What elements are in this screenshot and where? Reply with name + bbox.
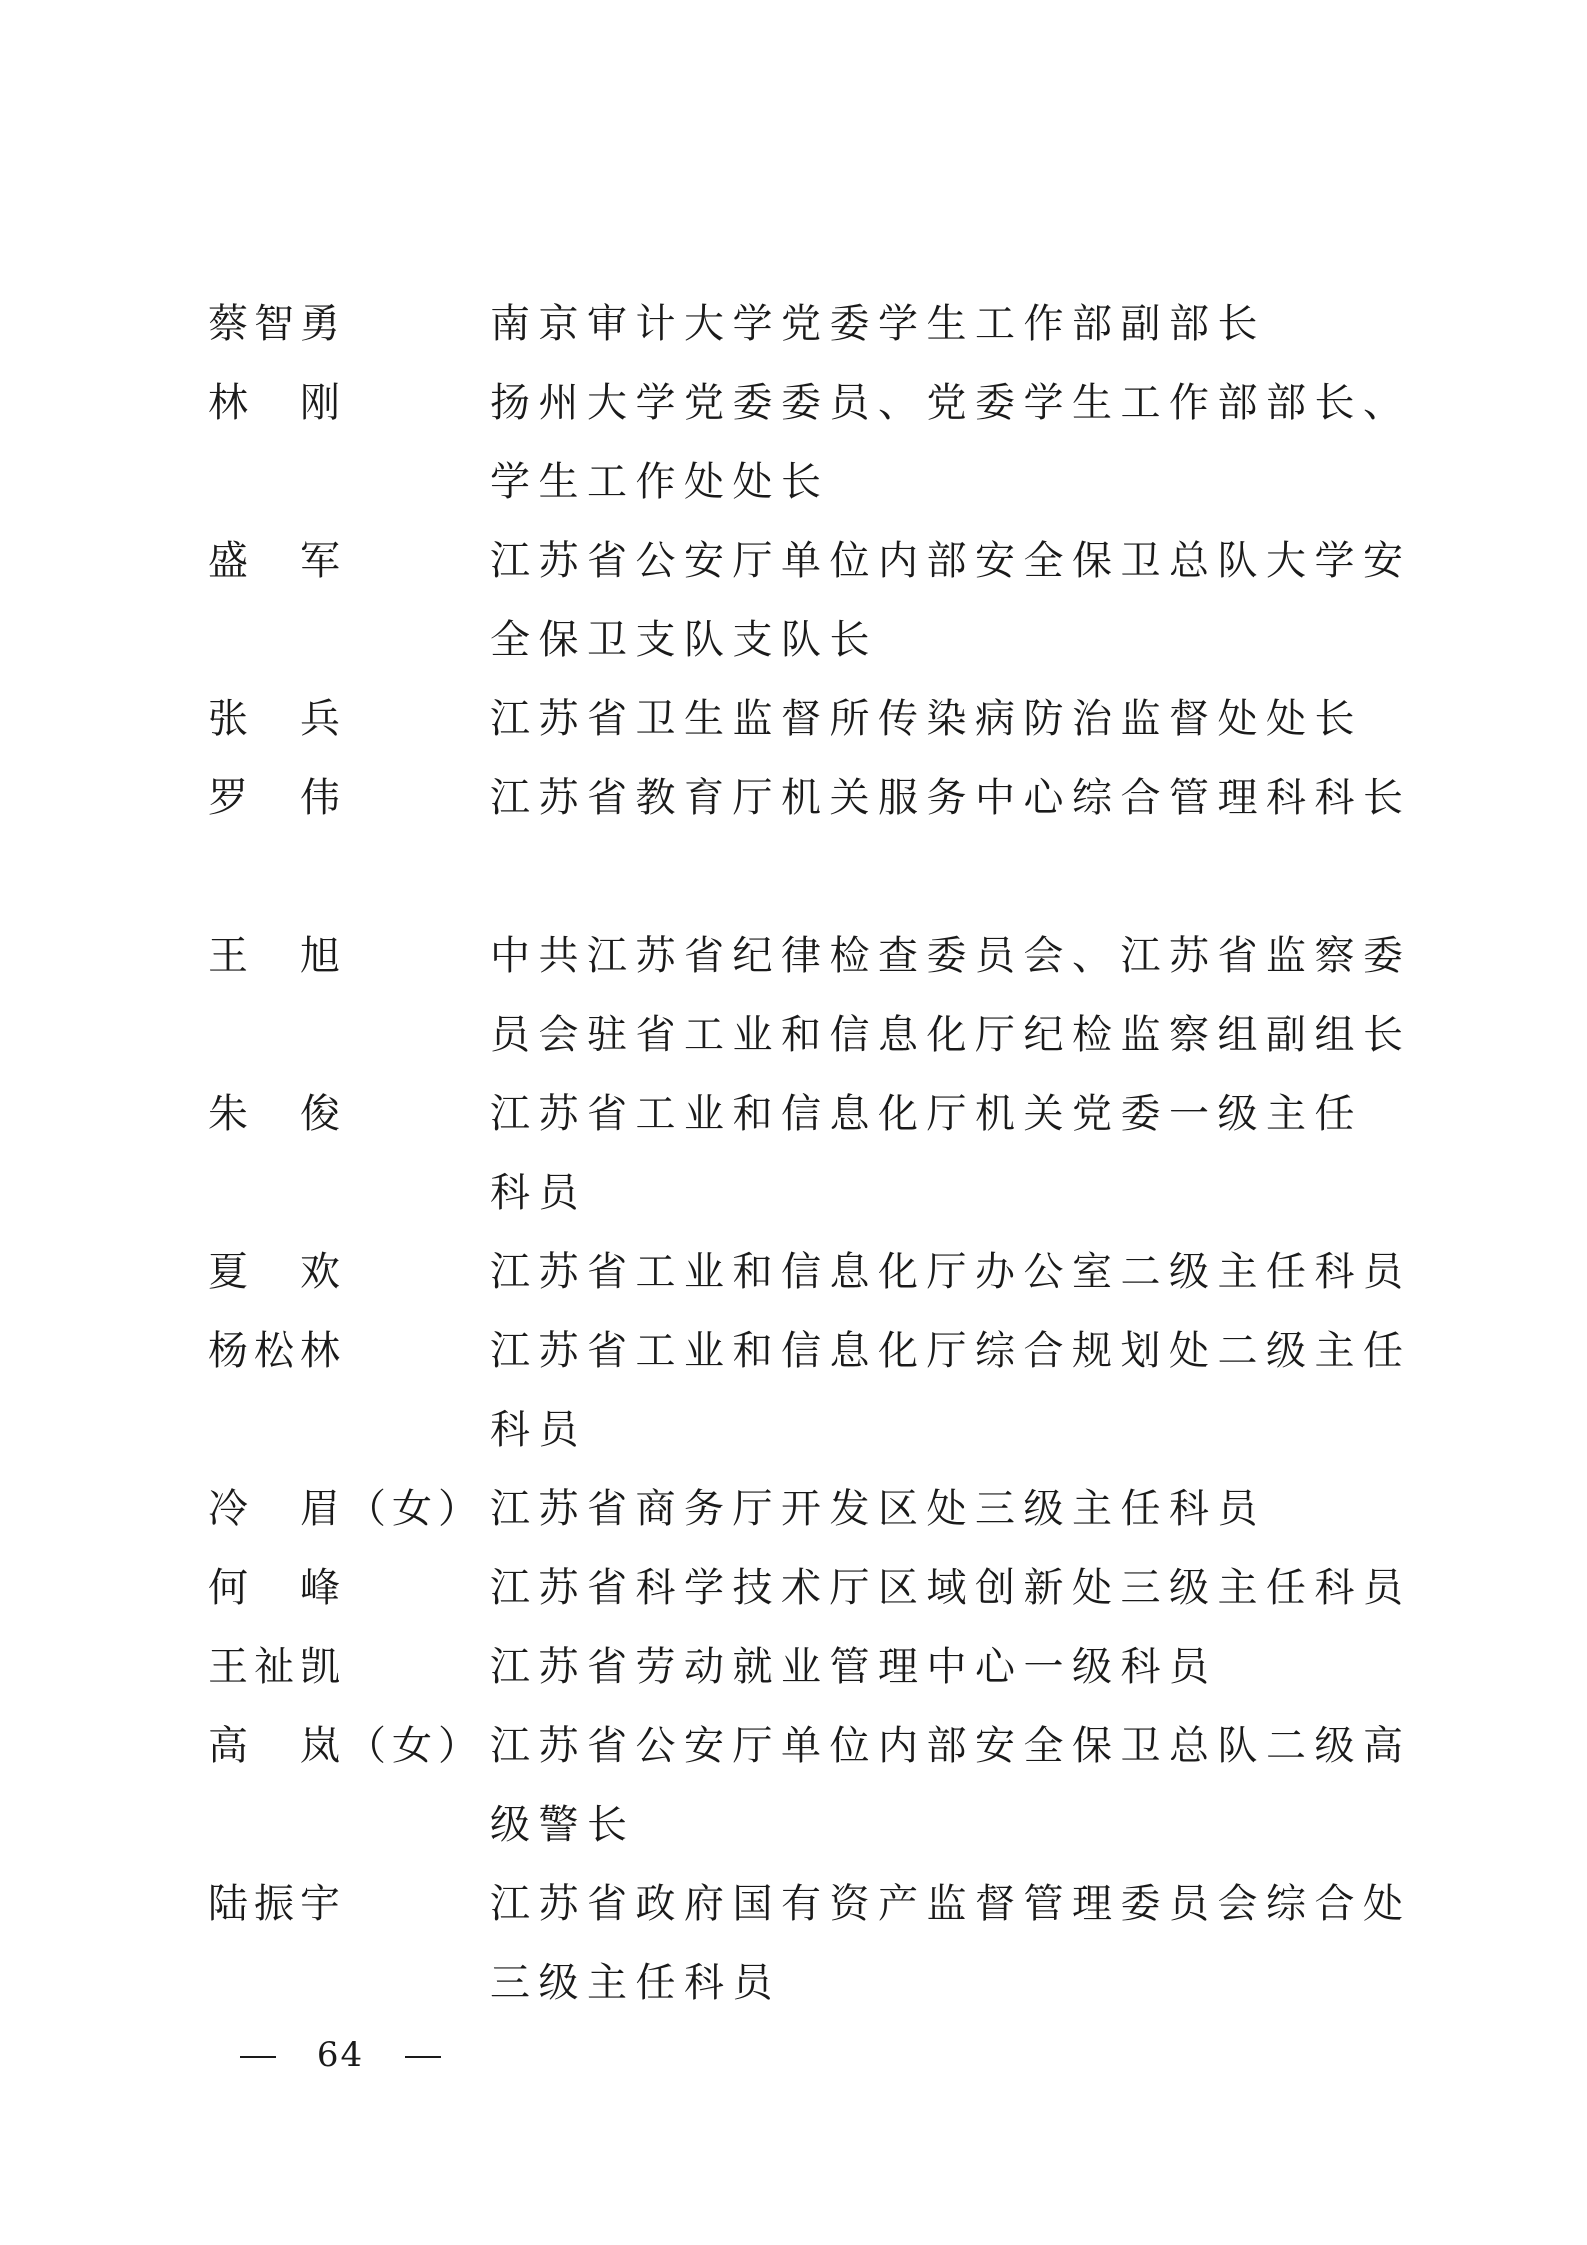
- person-title: 江苏省工业和信息化厅机关党委一级主任 科员: [490, 1091, 1363, 1216]
- person-name: 何 峰: [208, 1565, 346, 1611]
- person-title: 南京审计大学党委学生工作部副部长: [490, 301, 1266, 347]
- person-name: 张 兵: [208, 696, 346, 742]
- list-item: [208, 759, 1412, 838]
- list-item: [208, 1707, 1412, 1865]
- person-title: 江苏省政府国有资产监督管理委员会综合处 三级主任科员: [490, 1881, 1412, 2006]
- person-title: 江苏省教育厅机关服务中心综合管理科科长: [490, 775, 1412, 821]
- section-gap: [208, 838, 1388, 917]
- person-title: 江苏省卫生监督所传染病防治监督处处长: [490, 696, 1363, 742]
- person-title: 江苏省劳动就业管理中心一级科员: [490, 1644, 1218, 1690]
- person-name: 夏 欢: [208, 1249, 346, 1295]
- list-item: [208, 1233, 1412, 1312]
- person-name: 王 旭: [208, 933, 346, 979]
- dash-left: [240, 2056, 276, 2058]
- person-name: 陆振宇: [208, 1881, 346, 1927]
- person-name: 冷 眉（女）: [208, 1486, 484, 1532]
- list-item: [208, 1628, 1388, 1707]
- person-name: 杨松林: [208, 1328, 346, 1374]
- list-item: [208, 1075, 1388, 1233]
- person-title: 江苏省工业和信息化厅综合规划处二级主任 科员: [490, 1328, 1412, 1453]
- list-item: [208, 522, 1412, 680]
- person-title: 江苏省工业和信息化厅办公室二级主任科员: [490, 1249, 1412, 1295]
- person-name: 蔡智勇: [208, 301, 346, 347]
- list-item: [208, 1312, 1412, 1470]
- person-name: 罗 伟: [208, 775, 346, 821]
- person-title: 江苏省公安厅单位内部安全保卫总队大学安 全保卫支队支队长: [490, 538, 1412, 663]
- person-title: 江苏省科学技术厅区域创新处三级主任科员: [490, 1565, 1412, 1611]
- list-item: [208, 1865, 1412, 2023]
- page-footer: [240, 2030, 441, 2080]
- list-item: [208, 364, 1412, 522]
- dash-right: [405, 2056, 441, 2058]
- list-item: [208, 285, 1388, 364]
- person-title: 江苏省公安厅单位内部安全保卫总队二级高 级警长: [490, 1723, 1412, 1848]
- list-item: [208, 1549, 1412, 1628]
- page-number: 64: [316, 2035, 365, 2075]
- list-item: [208, 680, 1388, 759]
- person-title: 江苏省商务厅开发区处三级主任科员: [490, 1486, 1266, 1532]
- person-title: 扬州大学党委委员、党委学生工作部部长、 学生工作处处长: [490, 380, 1412, 505]
- person-name: 盛 军: [208, 538, 346, 584]
- person-name: 朱 俊: [208, 1091, 346, 1137]
- list-item: [208, 1470, 1388, 1549]
- person-name: 王祉凯: [208, 1644, 346, 1690]
- name-list: [208, 285, 1412, 2023]
- person-title: 中共江苏省纪律检查委员会、江苏省监察委 员会驻省工业和信息化厅纪检监察组副组长: [490, 933, 1412, 1058]
- list-item: [208, 917, 1412, 1075]
- person-name: 林 刚: [208, 380, 346, 426]
- person-name: 高 岚（女）: [208, 1723, 484, 1769]
